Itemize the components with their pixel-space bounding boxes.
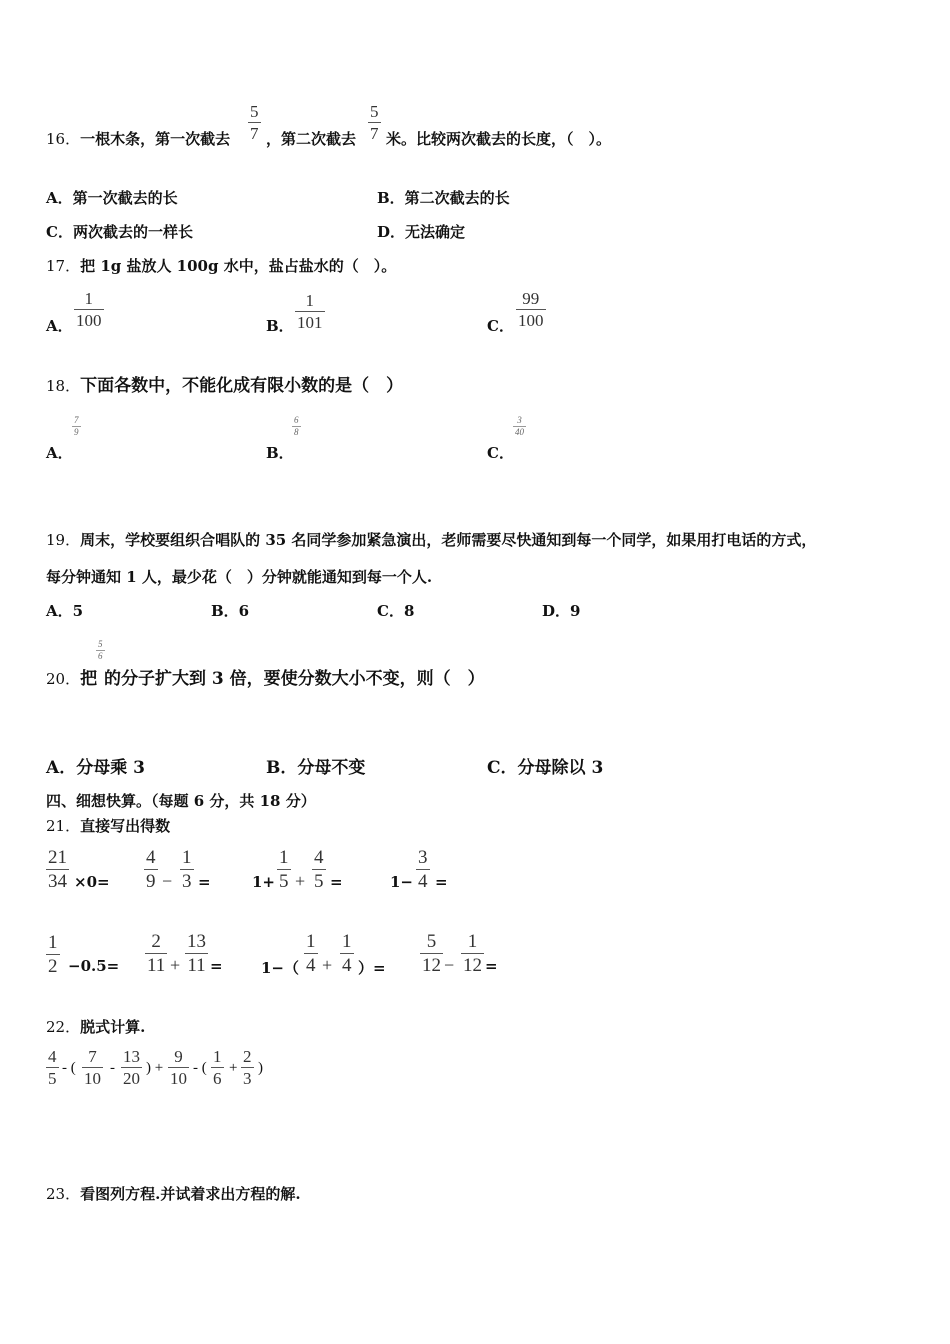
- q22-sym-5: +: [229, 1060, 238, 1076]
- q17-option-a-label[interactable]: A．: [46, 317, 73, 335]
- q19-stem-line1: 19．周末，学校要组织合唱队的 35 名同学参加紧急演出，老师需要尽快通知到每一个同学，如果用打电话的方式，: [46, 531, 817, 549]
- q22-sym-3: ) +: [146, 1060, 164, 1076]
- q21-e4-fraction: 3 4: [418, 847, 428, 892]
- q20-fraction: 5 6: [98, 639, 103, 661]
- q21-e1-fraction: 21 34: [48, 847, 67, 892]
- q17-option-b-fraction[interactable]: 1 101: [297, 291, 323, 332]
- q18-option-c-label[interactable]: C．: [487, 444, 514, 462]
- q16-stem: 16．一根木条，第一次截去: [46, 130, 231, 148]
- q18-option-b-label[interactable]: B．: [266, 444, 294, 462]
- q22-stem: 22．脱式计算.: [46, 1018, 146, 1036]
- q17-option-a-fraction[interactable]: 1 100: [76, 289, 102, 330]
- q21-e2-fraction-1: 4 9: [146, 847, 156, 892]
- q22-fraction-1: 4 5: [48, 1047, 57, 1088]
- q16-option-b[interactable]: B．第二次截去的长: [377, 189, 510, 207]
- q22-sym-2: -: [110, 1060, 115, 1076]
- q21-e4-lead: 1−: [390, 873, 414, 891]
- q17-stem: 17．把 1g 盐放人 100g 水中，盐占盐水的（ ）。: [46, 257, 397, 275]
- q19-option-c[interactable]: C．8: [377, 602, 415, 620]
- q20-option-c[interactable]: C．分母除以 3: [487, 758, 604, 778]
- q21-e1-tail: ×0=: [74, 873, 110, 891]
- q16-fraction-1: 5 7: [250, 102, 259, 143]
- q22-sym-1: - (: [62, 1060, 76, 1076]
- q21-e3-fraction-2: 4 5: [314, 847, 324, 892]
- q21-e8-fraction-1: 5 12: [422, 931, 441, 976]
- q16-stem-b: ，第二次截去: [266, 130, 357, 148]
- q18-option-c-fraction[interactable]: 3 40: [515, 415, 524, 437]
- q22-fraction-3: 13 20: [123, 1047, 140, 1088]
- q21-e2-tail: =: [198, 873, 211, 891]
- q21-stem: 21．直接写出得数: [46, 817, 171, 835]
- q21-e7-lead: 1−（: [261, 959, 300, 977]
- q21-e8-fraction-2: 1 12: [463, 931, 482, 976]
- q21-e8-op: −: [444, 955, 455, 975]
- q22-sym-4: - (: [193, 1060, 207, 1076]
- q21-e5-tail: −0.5=: [68, 957, 120, 975]
- q21-e6-fraction-2: 13 11: [187, 931, 206, 976]
- section-heading: 四、细想快算。（每题 6 分，共 18 分）: [46, 792, 316, 810]
- q17-option-b-label[interactable]: B．: [266, 317, 294, 335]
- q23-stem: 23．看图列方程.并试着求出方程的解.: [46, 1185, 301, 1203]
- q17-option-c-fraction[interactable]: 99 100: [518, 289, 544, 330]
- q16-stem-c: 米。比较两次截去的长度，（ ）。: [386, 130, 612, 148]
- q21-e2-op: −: [162, 871, 173, 891]
- q16-option-c[interactable]: C．两次截去的一样长: [46, 223, 193, 241]
- q21-e2-fraction-2: 1 3: [182, 847, 192, 892]
- q22-fraction-4: 9 10: [170, 1047, 187, 1088]
- q21-e6-tail: =: [210, 957, 223, 975]
- q21-e3-lead: 1+: [252, 873, 276, 891]
- q21-e4-tail: =: [435, 873, 448, 891]
- q19-option-b[interactable]: B．6: [211, 602, 250, 620]
- q21-e7-op: +: [322, 955, 333, 975]
- q21-e5-fraction: 1 2: [48, 932, 58, 977]
- q21-e3-tail: =: [330, 873, 343, 891]
- q21-e7-fraction-1: 1 4: [306, 931, 316, 976]
- q21-e6-op: +: [170, 955, 181, 975]
- q16-option-a[interactable]: A．第一次截去的长: [46, 189, 178, 207]
- q21-e7-fraction-2: 1 4: [342, 931, 352, 976]
- q20-option-b[interactable]: B．分母不变: [266, 758, 366, 778]
- q22-fraction-5: 1 6: [213, 1047, 222, 1088]
- q20-stem: 20．把: [46, 669, 98, 689]
- q21-e6-fraction-1: 2 11: [147, 931, 166, 976]
- q19-option-a[interactable]: A．5: [46, 602, 84, 620]
- q16-fraction-2: 5 7: [370, 102, 379, 143]
- q22-fraction-2: 7 10: [84, 1047, 101, 1088]
- q21-e3-fraction-1: 1 5: [279, 847, 289, 892]
- q16-option-d[interactable]: D．无法确定: [377, 223, 466, 241]
- q21-e8-tail: =: [485, 957, 498, 975]
- q21-e3-op: +: [295, 871, 306, 891]
- q19-option-d[interactable]: D．9: [542, 602, 581, 620]
- q18-option-a-fraction[interactable]: 7 9: [74, 415, 79, 437]
- q20-option-a[interactable]: A．分母乘 3: [46, 758, 145, 778]
- q18-option-b-fraction[interactable]: 6 8: [294, 415, 299, 437]
- q18-stem: 18．下面各数中，不能化成有限小数的是（ ）: [46, 376, 404, 396]
- q19-stem-line2: 每分钟通知 1 人，最少花（ ）分钟就能通知到每一个人.: [46, 568, 433, 586]
- q20-stem-b: 的分子扩大到 3 倍，要使分数大小不变，则（ ）: [104, 669, 485, 689]
- q17-option-c-label[interactable]: C．: [487, 317, 514, 335]
- q21-e7-tail: ）=: [358, 959, 386, 977]
- q22-fraction-6: 2 3: [243, 1047, 252, 1088]
- q22-sym-6: ): [258, 1060, 263, 1076]
- q18-option-a-label[interactable]: A．: [46, 444, 73, 462]
